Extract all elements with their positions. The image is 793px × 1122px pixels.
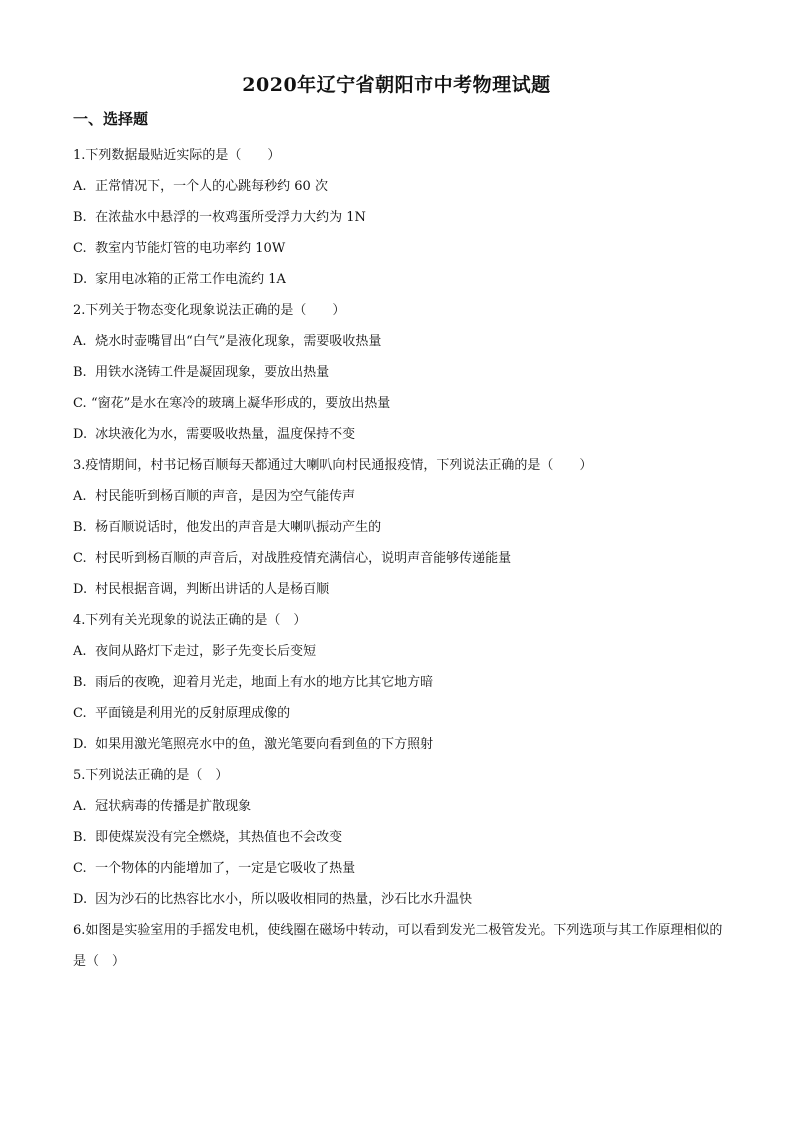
option-c — [73, 543, 733, 574]
option-text: 村民听到杨百顺的声音后，对战胜疫情充满信心，说明声音能够传递能量 — [95, 551, 512, 566]
option-letter: B. — [73, 675, 87, 690]
option-a — [73, 171, 733, 202]
option-letter: D. — [73, 892, 88, 907]
question-3 — [73, 450, 733, 605]
option-text: 村民根据音调，判断出讲话的人是杨百顺 — [95, 582, 330, 597]
option-text: 烧水时壶嘴冒出“白气”是液化现象，需要吸收热量 — [95, 334, 382, 349]
option-a — [73, 481, 733, 512]
question-2 — [73, 295, 733, 450]
option-letter: D. — [73, 737, 88, 752]
option-text: “窗花”是水在寒冷的玻璃上凝华形成的，要放出热量 — [91, 396, 391, 411]
question-stem: 2.下列关于物态变化现象说法正确的是（ ） — [73, 303, 346, 318]
question-4 — [73, 605, 733, 760]
question-6 — [73, 915, 733, 977]
option-c — [73, 853, 733, 884]
option-text: 家用电冰箱的正常工作电流约 1A — [95, 272, 286, 287]
option-text: 即使煤炭没有完全燃烧，其热值也不会改变 — [95, 830, 343, 845]
option-letter: A. — [73, 644, 87, 659]
section-heading: 一、选择题 — [73, 110, 149, 128]
option-letter: D. — [73, 427, 88, 442]
option-text: 冰块液化为水，需要吸收热量，温度保持不变 — [95, 427, 356, 442]
option-d — [73, 264, 733, 295]
option-text: 冠状病毒的传播是扩散现象 — [95, 799, 252, 814]
option-b — [73, 202, 733, 233]
question-stem: 5.下列说法正确的是（ ） — [73, 768, 229, 783]
option-text: 夜间从路灯下走过，影子先变长后变短 — [95, 644, 317, 659]
option-c — [73, 698, 733, 729]
option-d — [73, 574, 733, 605]
option-letter: A. — [73, 179, 87, 194]
option-text: 村民能听到杨百顺的声音，是因为空气能传声 — [95, 489, 356, 504]
option-b — [73, 667, 733, 698]
option-a — [73, 636, 733, 667]
option-text: 正常情况下，一个人的心跳每秒约 60 次 — [95, 179, 328, 194]
question-list — [73, 140, 733, 977]
option-text: 如果用激光笔照亮水中的鱼，激光笔要向看到鱼的下方照射 — [95, 737, 434, 752]
option-letter: C. — [73, 551, 87, 566]
option-text: 平面镜是利用光的反射原理成像的 — [95, 706, 291, 721]
option-letter: D. — [73, 582, 88, 597]
option-text: 用铁水浇铸工件是凝固现象，要放出热量 — [95, 365, 330, 380]
question-stem: 4.下列有关光现象的说法正确的是（ ） — [73, 613, 307, 628]
option-letter: C. — [73, 706, 87, 721]
option-letter: C. — [73, 396, 87, 411]
option-letter: D. — [73, 272, 88, 287]
question-stem: 6.如图是实验室用的手摇发电机，使线圈在磁场中转动，可以看到发光二极管发光。下列选项与其工作原理相似的是（ ） — [73, 923, 723, 969]
option-letter: B. — [73, 830, 87, 845]
option-text: 因为沙石的比热容比水小，所以吸收相同的热量，沙石比水升温快 — [95, 892, 473, 907]
option-letter: B. — [73, 365, 87, 380]
option-letter: B. — [73, 520, 87, 535]
option-letter: A. — [73, 334, 87, 349]
option-letter: C. — [73, 241, 87, 256]
question-stem: 1.下列数据最贴近实际的是（ ） — [73, 148, 281, 163]
option-text: 杨百顺说话时，他发出的声音是大喇叭振动产生的 — [95, 520, 382, 535]
option-letter: A. — [73, 799, 87, 814]
question-5 — [73, 760, 733, 915]
option-a — [73, 791, 733, 822]
question-stem: 3.疫情期间，村书记杨百顺每天都通过大喇叭向村民通报疫情，下列说法正确的是（ ） — [73, 458, 593, 473]
option-text: 在浓盐水中悬浮的一枚鸡蛋所受浮力大约为 1N — [95, 210, 366, 225]
option-c — [73, 388, 733, 419]
option-b — [73, 512, 733, 543]
option-text: 一个物体的内能增加了，一定是它吸收了热量 — [95, 861, 356, 876]
option-letter: A. — [73, 489, 87, 504]
option-c — [73, 233, 733, 264]
option-d — [73, 884, 733, 915]
option-letter: C. — [73, 861, 87, 876]
option-text: 教室内节能灯管的电功率约 10W — [95, 241, 286, 256]
option-letter: B. — [73, 210, 87, 225]
option-b — [73, 822, 733, 853]
option-d — [73, 729, 733, 760]
option-a — [73, 326, 733, 357]
page-title: 2020年辽宁省朝阳市中考物理试题 — [242, 74, 551, 96]
question-1 — [73, 140, 733, 295]
option-text: 雨后的夜晚，迎着月光走，地面上有水的地方比其它地方暗 — [95, 675, 434, 690]
option-d — [73, 419, 733, 450]
option-b — [73, 357, 733, 388]
